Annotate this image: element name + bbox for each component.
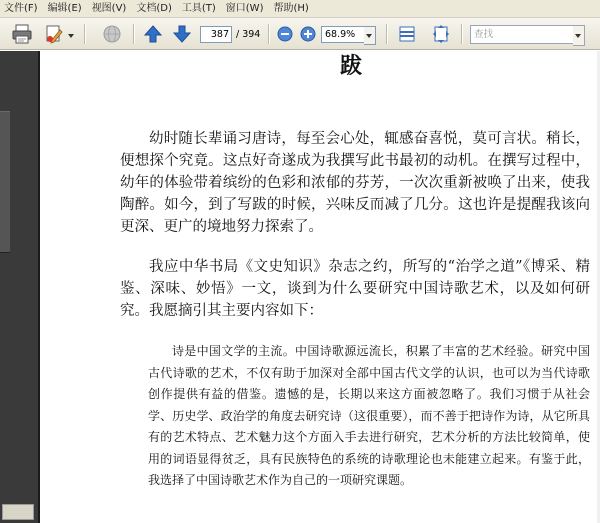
document-edit-icon — [43, 23, 65, 45]
toolbar-separator — [133, 24, 135, 44]
page-number-input[interactable]: 387 — [200, 26, 232, 43]
menu-edit[interactable]: 编辑(E) — [47, 3, 82, 14]
menu-help[interactable]: 帮助(H) — [273, 3, 309, 14]
block-quote: 诗是中国文学的主流。中国诗歌源远流长，积累了丰富的艺术经验。研究中国古代诗歌的艺术，不仅有助于加深对全部中国古代文学的认识，也可以为当代诗歌创作提供有益的借鉴。遗憾的是，长期以来这方面被忽略了。我们习惯于从社会学、历史学、政治学的角度去研究诗（这很重要），而不善于把诗作为诗，从它所具有的艺术特点、艺术魅力这个方面入手去进行研究，艺术分析的方法比较简单，使用的词语显得贫乏，具有民族特色的系统的诗歌理论也未能建立起来。有鉴于此，我选择了中国诗歌艺术作为自己的一项研究课题。 — [148, 344, 590, 487]
menu-document[interactable]: 文档(D) — [136, 3, 172, 14]
print-button[interactable] — [10, 22, 34, 46]
globe-icon — [101, 23, 123, 45]
menu-view[interactable]: 视图(V) — [91, 3, 127, 14]
minus-circle-icon — [277, 26, 293, 42]
menu-file[interactable]: 文件(F) — [4, 3, 38, 14]
chevron-down-icon — [575, 34, 581, 38]
search-dropdown-button[interactable] — [573, 25, 585, 46]
zoom-out-button[interactable] — [276, 25, 294, 43]
edit-tool-button[interactable] — [42, 22, 66, 46]
toolbar-separator — [84, 24, 86, 44]
menu-bar — [0, 0, 600, 18]
zoom-level-input[interactable]: 68.9% — [321, 26, 366, 43]
toolbar-separator — [461, 24, 463, 44]
body-paragraph: 我应中华书局《文史知识》杂志之约，所写的“治学之道”《博采、精鉴、深味、妙悟》一文，谈到为什么要研究中国诗歌艺术，以及如何研究。我愿摘引其主要内容如下： — [120, 259, 590, 319]
navigation-sidebar — [0, 51, 40, 523]
sidebar-footer-button[interactable] — [2, 504, 34, 520]
arrow-up-icon — [144, 25, 162, 43]
zoom-in-button[interactable] — [299, 25, 317, 43]
document-view — [40, 51, 600, 523]
page-title: 跋 — [340, 53, 363, 79]
fit-page-button[interactable] — [430, 23, 452, 45]
next-page-button[interactable] — [172, 23, 192, 45]
menu-window[interactable]: 窗口(W) — [225, 3, 264, 14]
page-total-label: / 394 — [236, 29, 261, 40]
disabled-tool-button[interactable] — [100, 22, 124, 46]
fit-width-icon — [397, 24, 417, 44]
printer-icon — [11, 23, 33, 45]
fit-width-button[interactable] — [396, 23, 418, 45]
plus-circle-icon — [300, 26, 316, 42]
zoom-dropdown-button[interactable] — [364, 26, 376, 45]
search-input[interactable]: 查找 — [470, 25, 575, 44]
menu-tools[interactable]: 工具(T) — [181, 3, 216, 14]
toolbar-separator — [386, 24, 388, 44]
fit-page-icon — [431, 24, 451, 44]
sidebar-collapse-handle[interactable] — [0, 111, 10, 253]
previous-page-button[interactable] — [143, 23, 163, 45]
arrow-down-icon — [173, 25, 191, 43]
edit-tool-dropdown-arrow[interactable] — [68, 34, 74, 38]
toolbar-separator — [268, 24, 270, 44]
body-paragraph: 幼时随长辈诵习唐诗，每至会心处，辄感奋喜悦，莫可言状。稍长，便想探个究竟。这点好奇遂成为我撰写此书最初的动机。在撰写过程中，幼年的体验带着缤纷的色彩和浓郁的芬芳，一次次重新被唤了出来，使我陶醉。如今，到了写跋的时候，兴味反而减了几分。这也许是提醒我该向更深、更广的境地努力探索了。 — [120, 131, 590, 235]
chevron-down-icon — [366, 34, 372, 38]
toolbar — [0, 18, 600, 50]
